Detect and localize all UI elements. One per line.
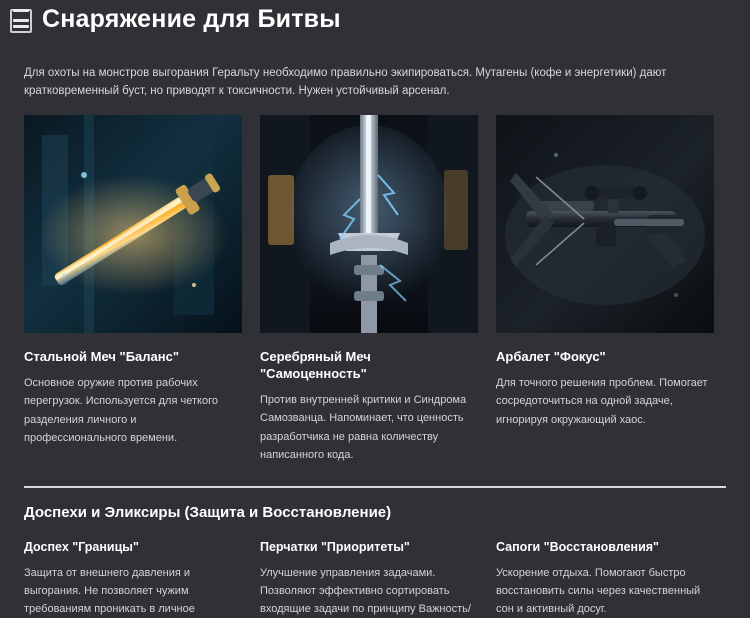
card-description: Для точного решения проблем. Помогает сосредоточиться на одной задаче, игнорируя окружающий хаос. bbox=[496, 377, 708, 426]
card-title: Стальной Меч "Баланс" bbox=[24, 349, 179, 365]
intro-paragraph: Для охоты на монстров выгорания Геральту необходимо правильно экипироваться. Мутагены (кофе и энергетики) дают кратковременный буст, но приводят к токсичности. Нужен устойчивый арсенал. bbox=[24, 66, 667, 98]
equipment-card-list bbox=[0, 101, 750, 463]
crossbow-image bbox=[496, 115, 714, 333]
armor-card-description: Защита от внешнего давления и выгорания. Не позволяет чужим требованиям проникать в личное bbox=[24, 567, 195, 616]
equipment-card bbox=[260, 115, 478, 463]
page-header bbox=[0, 0, 750, 42]
armor-card-title: Сапоги "Восстановления" bbox=[496, 539, 659, 554]
armor-card bbox=[496, 539, 714, 618]
section-title: Доспехи и Эликсиры (Защита и Восстановление) bbox=[24, 503, 392, 521]
card-title: Арбалет "Фокус" bbox=[496, 349, 606, 365]
armor-card-description: Улучшение управления задачами. Позволяют эффективно сортировать входящие задачи по принципу Важность/ bbox=[260, 567, 471, 616]
armor-card-description: Ускорение отдыха. Помогают быстро восстановить силы через качественный сон и активный досуг. bbox=[496, 567, 701, 616]
card-title: Серебряный Меч "Самоценность" bbox=[260, 349, 371, 382]
equipment-card bbox=[496, 115, 714, 463]
armor-card bbox=[24, 539, 242, 618]
armor-card bbox=[260, 539, 478, 618]
armor-elixir-list bbox=[0, 521, 750, 618]
golden-steel-sword-image bbox=[24, 115, 242, 333]
list-menu-icon bbox=[10, 9, 32, 33]
page-title: Снаряжение для Битвы bbox=[42, 5, 341, 33]
equipment-card bbox=[24, 115, 242, 463]
card-description: Против внутренней критики и Синдрома Самозванца. Напоминает, что ценность разработчика не равна количеству написанного кода. bbox=[260, 394, 467, 461]
card-description: Основное оружие против рабочих перегрузок. Используется для четкого разделения личного и профессионального времени. bbox=[24, 377, 218, 444]
armor-card-title: Перчатки "Приоритеты" bbox=[260, 539, 410, 554]
silver-sword-image bbox=[260, 115, 478, 333]
armor-card-title: Доспех "Границы" bbox=[24, 539, 139, 554]
